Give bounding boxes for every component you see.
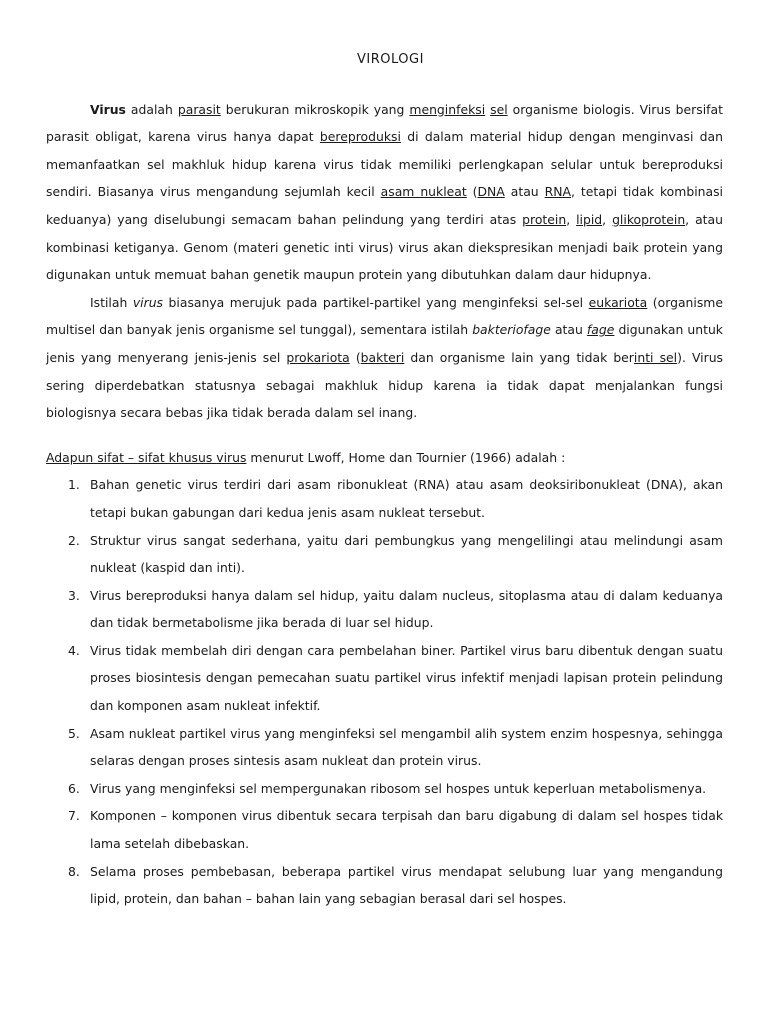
link-parasit[interactable]: parasit <box>177 101 221 117</box>
list-number: 8. <box>68 863 80 879</box>
list-item <box>46 471 723 526</box>
paragraph-istilah <box>46 289 723 427</box>
list-number: 6. <box>68 780 80 796</box>
link-eukariota[interactable]: eukariota <box>588 294 648 310</box>
text-span: (organisme multisel dan banyak jenis organisme sel tunggal), sementara istilah <box>46 294 723 338</box>
text-span: dan organisme lain yang tidak ber <box>404 349 634 365</box>
text-span: , atau kombinasi ketiganya. Genom (materi genetic inti virus) virus akan diekspresikan menjadi baik protein yang digunakan untuk memuat bahan genetik maupun protein yang dibutuhkan dalam daur hidupnya. <box>46 211 723 283</box>
list-number: 1. <box>68 477 80 493</box>
list-intro <box>46 444 723 472</box>
link-inti-sel[interactable]: inti sel <box>633 349 678 365</box>
list-item-text: Asam nukleat partikel virus yang menginfeksi sel mengambil alih system enzim hospesnya, sehingga selaras dengan proses sintesis asam nukleat dan protein virus. <box>90 725 723 769</box>
paragraph-intro <box>46 96 723 289</box>
link-menginfeksi[interactable]: menginfeksi <box>409 101 486 117</box>
text-span: biasanya merujuk pada partikel-partikel yang menginfeksi sel-sel <box>163 294 589 310</box>
text-span: ( <box>349 349 361 365</box>
list-number: 7. <box>68 808 80 824</box>
list-number: 2. <box>68 532 80 548</box>
list-item-text: Bahan genetic virus terdiri dari asam ribonukleat (RNA) atau asam deoksiribonukleat (DNA), akan tetapi bukan gabungan dari kedua jenis asam nukleat tersebut. <box>90 477 723 520</box>
text-span: adalah <box>125 101 178 117</box>
list-item <box>46 720 723 775</box>
list-number: 3. <box>68 587 80 603</box>
list-item-text: Virus bereproduksi hanya dalam sel hidup, yaitu dalam nucleus, sitoplasma atau di dalam keduanya dan tidak bermetabolisme jika berada di luar sel hidup. <box>90 587 723 631</box>
text-span: berukuran mikroskopik yang <box>220 101 410 117</box>
text-span: Istilah <box>90 294 133 310</box>
list-item-text: Selama proses pembebasan, beberapa partikel virus mendapat selubung luar yang mengandung lipid, protein, dan bahan – bahan lain yang sebagian berasal dari sel hospes. <box>90 863 723 907</box>
text-span: atau <box>550 322 587 338</box>
list-item <box>46 858 723 913</box>
text-span: atau <box>504 184 545 200</box>
link-asam-nukleat[interactable]: asam nukleat <box>380 184 467 200</box>
list-item <box>46 582 723 637</box>
list-item <box>46 637 723 720</box>
list-item <box>46 527 723 582</box>
link-prokariota[interactable]: prokariota <box>286 349 350 365</box>
text-span: di dalam material hidup dengan menginvasi dan memanfaatkan sel makhluk hidup karena virus tidak memiliki perlengkapan selular untuk bereproduksi sendiri. Biasanya virus mengandung sejumlah kecil <box>46 129 723 200</box>
text-span: organisme biologis. Virus bersifat parasit obligat, karena virus hanya dapat <box>46 101 723 145</box>
link-bereproduksi[interactable]: bereproduksi <box>319 129 401 145</box>
list-item-text: Virus yang menginfeksi sel mempergunakan ribosom sel hospes untuk keperluan metabolismenya. <box>90 780 707 796</box>
link-bakteri[interactable]: bakteri <box>360 349 405 365</box>
link-dna[interactable]: DNA <box>477 184 505 200</box>
text-span: ). Virus sering diperdebatkan statusnya sebagai makhluk hidup karena ia tidak dapat menjalankan fungsi biologisnya secara bebas jika tidak berada dalam sel inang. <box>46 349 724 421</box>
link-virus[interactable]: virus <box>216 449 247 465</box>
term-bakteriofage: bakteriofage <box>472 322 551 338</box>
text-span: digunakan untuk jenis yang menyerang jenis-jenis sel <box>46 322 723 365</box>
text-span: , <box>566 211 577 227</box>
text-span: ( <box>466 184 478 200</box>
link-glikoprotein[interactable]: glikoprotein <box>612 211 686 227</box>
intro-underlined: Adapun sifat – sifat khusus <box>46 449 217 465</box>
spacer <box>46 427 723 444</box>
list-number: 5. <box>68 725 80 741</box>
link-protein[interactable]: protein <box>522 211 567 227</box>
term-virus: Virus <box>90 101 126 117</box>
link-fage[interactable]: fage <box>586 322 615 338</box>
list-item <box>46 775 723 803</box>
text-span: , tetapi tidak kombinasi keduanya) yang diselubungi semacam bahan pelindung yang terdiri atas <box>46 184 723 227</box>
virus-properties-list <box>46 471 723 913</box>
document-page <box>46 46 723 913</box>
link-lipid[interactable]: lipid <box>576 211 603 227</box>
list-item-text: Virus tidak membelah diri dengan cara pembelahan biner. Partikel virus baru dibentuk dengan suatu proses biosintesis dengan pemecahan suatu partikel virus infektif menjadi lapisan protein pelindung dan komponen asam nukleat infektif. <box>90 642 723 714</box>
list-number: 4. <box>68 642 80 658</box>
page-title: VIROLOGI <box>357 52 424 67</box>
list-item-text: Struktur virus sangat sederhana, yaitu dari pembungkus yang mengelilingi atau melindungi asam nukleat (kaspid dan inti). <box>90 532 723 576</box>
link-sel[interactable]: sel <box>490 101 508 117</box>
text-span: , <box>602 211 613 227</box>
term-virus-italic: virus <box>132 294 164 310</box>
list-item-text: Komponen – komponen virus dibentuk secara terpisah dan baru digabung di dalam sel hospes tidak lama setelah dibebaskan. <box>90 808 723 852</box>
text-span: menurut Lwoff, Home dan Tournier (1966) adalah : <box>246 449 566 465</box>
link-rna[interactable]: RNA <box>544 184 571 200</box>
list-item <box>46 802 723 857</box>
